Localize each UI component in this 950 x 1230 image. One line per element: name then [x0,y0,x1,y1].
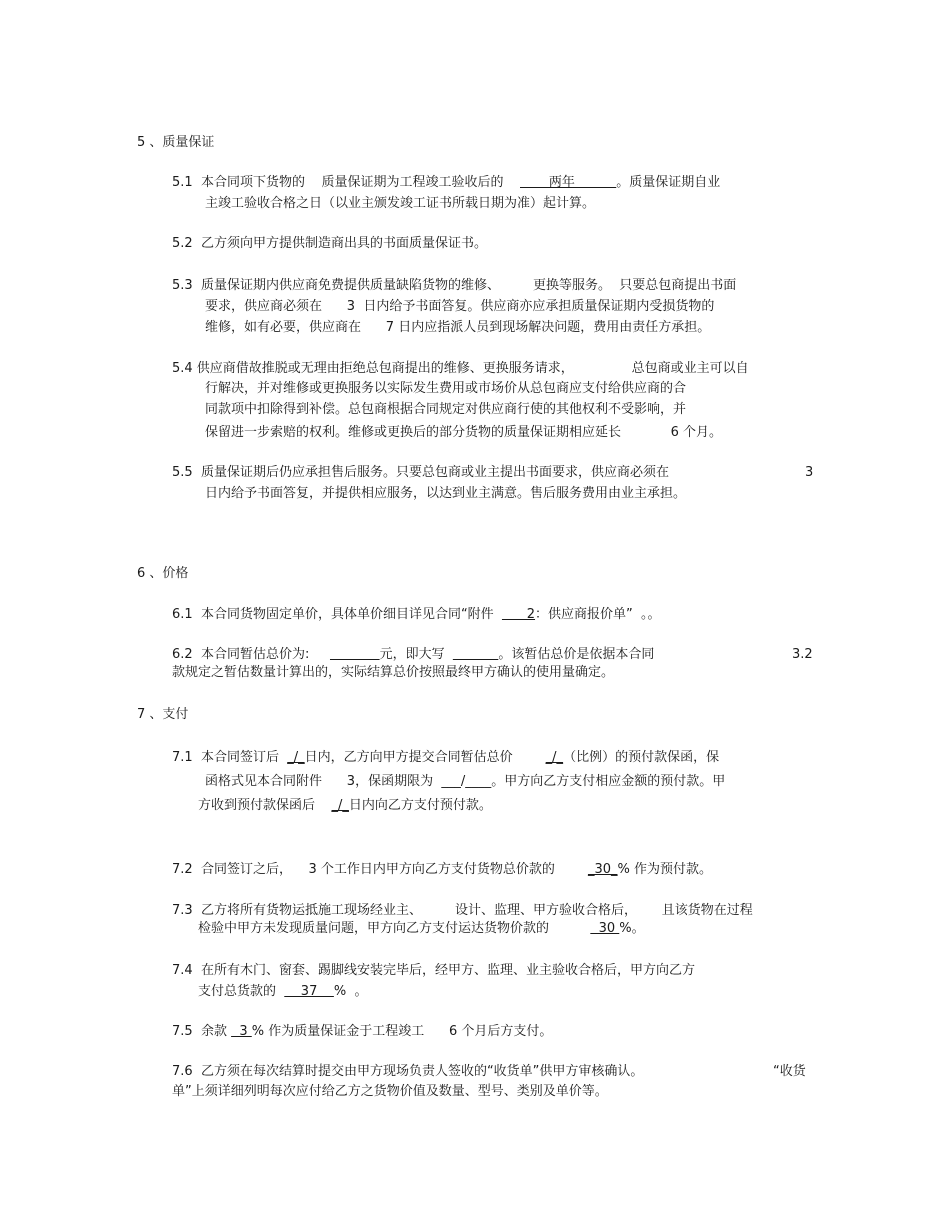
section-6-heading: 6 、价格 [137,566,189,581]
clause-5-3-line-1: 5.3 质量保证期内供应商免费提供质量缺陷货物的维修、 更换等服务。 只要总包商提出书面 [172,278,737,293]
clause-5-4-line-4: 保留进一步索赔的权利。维修或更换后的部分货物的质量保证期相应延长 6 个月。 [205,425,722,440]
clause-7-4-text-a: 支付总货款的 [198,984,285,999]
clause-7-3-line-1: 7.3 乙方将所有货物运抵施工现场经业主、 设计、监理、甲方验收合格后， 且该货物在过程 [172,903,753,918]
delivery-payment-percent-field: 30 [590,921,620,936]
clause-6-2-text-a: 6.2 本合同暂估总价为: [172,647,330,662]
section-5-heading: 5 、质量保证 [137,135,215,150]
clause-7-1-text-e: 。甲方向乙方支付相应金额的预付款。甲 [491,774,726,789]
clause-7-1-text-c: （比例）的预付款保函，保 [563,750,720,765]
clause-7-1-text-g: 日内向乙方支付预付款。 [348,798,492,813]
clause-7-5-text-b: % 作为质量保证金于工程竣工 6 个月后方支付。 [251,1024,553,1039]
clause-7-2-text-a: 7.2 合同签订之后， 3 个工作日内甲方向乙方支付货物总价款的 [172,862,588,877]
guarantee-days-field: _/_ [287,750,305,765]
prepayment-percent-field: _30_ [587,862,618,877]
clause-5-2: 5.2 乙方须向甲方提供制造商出具的书面质量保证书。 [172,236,487,251]
retention-percent-field: 3 [231,1024,252,1039]
section-7-heading: 7 、支付 [137,707,189,722]
clause-7-1-line-3 [198,797,492,815]
clause-7-6-quote: “收货 [773,1064,806,1079]
clause-7-4-line-1: 7.4 在所有木门、窗套、踢脚线安装完毕后，经甲方、监理、业主验收合格后，甲方向乙方 [172,963,695,978]
clause-7-1-text-b: 日内，乙方向甲方提交合同暂估总价 [304,750,546,765]
attachment-number-field: 2 [501,607,536,622]
clause-7-4-text-b: % 。 [333,984,368,999]
clause-6-2-text-c: 。该暂估总价是依据本合同 [498,647,655,662]
clause-7-3-line-2 [198,920,645,938]
clause-7-5-text-a: 7.5 余款 [172,1024,232,1039]
guarantee-term-field: ___/____ [441,774,492,789]
clause-6-2-ref: 3.2 [792,647,813,662]
clause-7-5 [172,1023,552,1041]
clause-7-1-line-2 [205,773,725,791]
clause-7-1-text-f: 方收到预付款保函后 [198,798,332,813]
clause-6-1-text-b: ：供应商报价单” 。。 [535,607,661,622]
installation-payment-percent-field: 37 [284,984,334,999]
clause-5-4-line-3: 同款项中扣除得到补偿。总包商根据合同规定对供应商行使的其他权利不受影响，并 [205,402,687,417]
clause-7-1-line-1 [172,749,719,767]
prepayment-days-field: _/_ [331,798,349,813]
clause-6-2-line-2: 款规定之暂估数量计算出的，实际结算总价按照最终甲方确认的使用量确定。 [172,665,615,680]
clause-6-2-text-b: 元，即大写 [379,647,453,662]
clause-7-1-text-a: 7.1 本合同签订后 [172,750,288,765]
clause-5-5-line-2: 日内给予书面答复，并提供相应服务，以达到业主满意。售后服务费用由业主承担。 [205,486,687,501]
clause-5-1-text-b: 。质量保证期自业 [616,175,721,190]
clause-7-4-line-2 [198,983,368,1001]
clause-7-2-text-b: % 作为预付款。 [617,862,712,877]
clause-6-1-text-a: 6.1 本合同货物固定单价，具体单价细目详见合同“附件 [172,607,502,622]
clause-5-4-line-2: 行解决，并对维修或更换服务以实际发生费用或市场价从总包商应支付给供应商的合 [205,381,687,396]
guarantee-ratio-field: _/_ [545,750,564,765]
clause-6-1 [172,606,661,624]
clause-5-3-line-3: 维修，如有必要，供应商在 7 日内应指派人员到现场解决问题，费用由责任方承担。 [205,320,711,335]
warranty-period-field: 两年 [520,175,617,190]
clause-7-2 [172,861,712,879]
clause-5-1-line-2: 主竣工验收合格之日（以业主颁发竣工证书所载日期为准）起计算。 [205,196,596,211]
clause-7-3-text-a: 检验中甲方未发现质量问题，甲方向乙方支付运达货物价款的 [198,921,591,936]
total-price-field [330,647,380,662]
clause-7-6-line-1: 7.6 乙方须在每次结算时提交由甲方现场负责人签收的“收货单”供甲方审核确认。 [172,1064,644,1079]
clause-5-1-line-1 [172,174,720,192]
clause-6-2-line-1 [172,646,654,664]
clause-5-3-line-2: 要求，供应商必须在 3 日内给予书面答复。供应商亦应承担质量保证期内受损货物的 [205,299,715,314]
clause-5-1-text-a: 5.1 本合同项下货物的 质量保证期为工程竣工验收后的 [172,175,520,190]
total-price-words-field [453,647,498,662]
clause-7-6-line-2: 单”上须详细列明每次应付给乙方之货物价值及数量、型号、类别及单价等。 [172,1084,608,1099]
clause-5-5-line-1: 5.5 质量保证期后仍应承担售后服务。只要总包商或业主提出书面要求，供应商必须在 [172,465,669,480]
clause-7-3-text-b: %。 [619,921,645,936]
clause-5-5-days: 3 [805,465,814,480]
clause-7-1-text-d: 函格式见本合同附件 3，保函期限为 [205,774,442,789]
clause-5-4-line-1: 5.4 供应商借故推脱或无理由拒绝总包商提出的维修、更换服务请求， 总包商或业主可以自 [172,361,749,376]
